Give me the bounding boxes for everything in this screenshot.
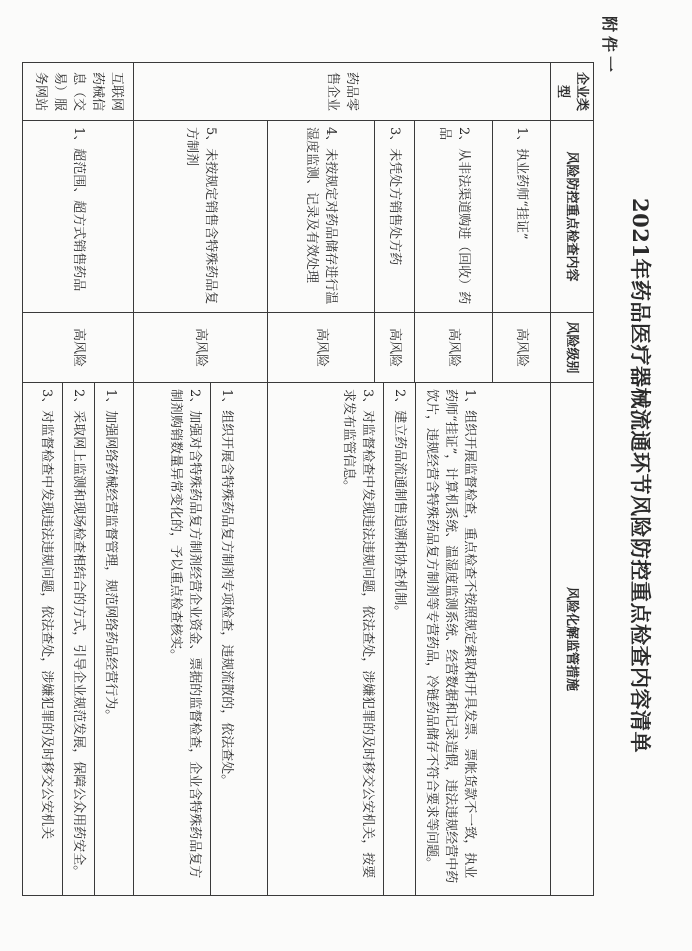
risk-checklist-table [22,62,594,896]
measure-item: 1、组织开展含特殊药品复方制剂专项检查，违规流散的，依法查处。 [218,389,234,788]
measure-divider [383,383,384,895]
measure-item: 2、加强对含特殊药品复方制剂经营企业资金、票据的监督检查，企业含特殊药品复方制剂购销数量异常变化的，予以重点检查核实。 [167,389,202,879]
risk-level-cell: 高风险 [23,313,134,383]
measure-divider [210,383,211,895]
table-header-row [551,63,594,896]
measure-item: 3、对监督检查中发现违法违规问题，依法查处，涉嫌犯罪的及时移交公安机关 [38,389,54,840]
measure-item: 2、采取网上监测和现场检查相结合的方式，引导企业规范发展，保障公众用药安全。 [70,389,86,879]
item-cell: 1、执业药师“挂证” [493,121,551,313]
table-row [23,63,134,896]
header-category: 企业类型 [551,63,594,121]
table-row [134,63,268,896]
measures-cell [268,383,551,896]
risk-level-cell: 高风险 [375,313,415,383]
measure-item: 2、建立药品流通制售追溯和协查机制。 [392,389,408,619]
measure-item: 1、加强网络药械经营监督管理，规范网络药品经营行为。 [102,389,118,723]
item-cell: 1、超范围、超方式销售药品 [23,121,134,313]
item-cell: 2、从非法渠道购进（回收）药品 [415,121,493,313]
measure-divider [415,383,416,895]
measure-divider [62,383,63,895]
risk-level-cell: 高风险 [415,313,493,383]
attachment-label: 附件一 [600,16,619,77]
category-cell: 药品零售企业 [134,63,551,121]
document-title: 2021年药品医疗器械流通环节风险防控重点检查内容清单 [628,198,653,753]
header-item: 风险防控重点检查内容 [551,121,594,313]
item-cell: 4、未按规定对药品储存进行温湿度监测、记录及有效处理 [268,121,375,313]
measures-cell [23,383,134,896]
measures-cell [134,383,268,896]
risk-level-cell: 高风险 [268,313,375,383]
header-measures: 风险化解监管措施 [551,383,594,896]
item-cell: 5、未按规定销售含特殊药品复方制剂 [134,121,268,313]
table-row [493,63,551,896]
category-cell: 互联网药械信息（交易）服务网站 [23,63,134,121]
risk-level-cell: 高风险 [134,313,268,383]
risk-level-cell: 高风险 [493,313,551,383]
header-level: 风险级别 [551,313,594,383]
measure-item: 1、组织开展监督检查，重点检查不按照规定索取和开具发票、票帐货款不一致，执业药师“挂证”，计算机系统、温湿度监测系统、经营数据和记录造假，违法违规经营中药饮片，违规经营含特殊药品复方制剂等专营药品，冷链药品储存不符合要求等问题。 [424,389,478,884]
measure-item: 3、对监督检查中发现违法违规问题，依法查处，涉嫌犯罪的及时移交公安机关，按要求发布监管信息。 [341,389,376,879]
measure-divider [94,383,95,895]
item-cell: 3、未凭处方销售处方药 [375,121,415,313]
